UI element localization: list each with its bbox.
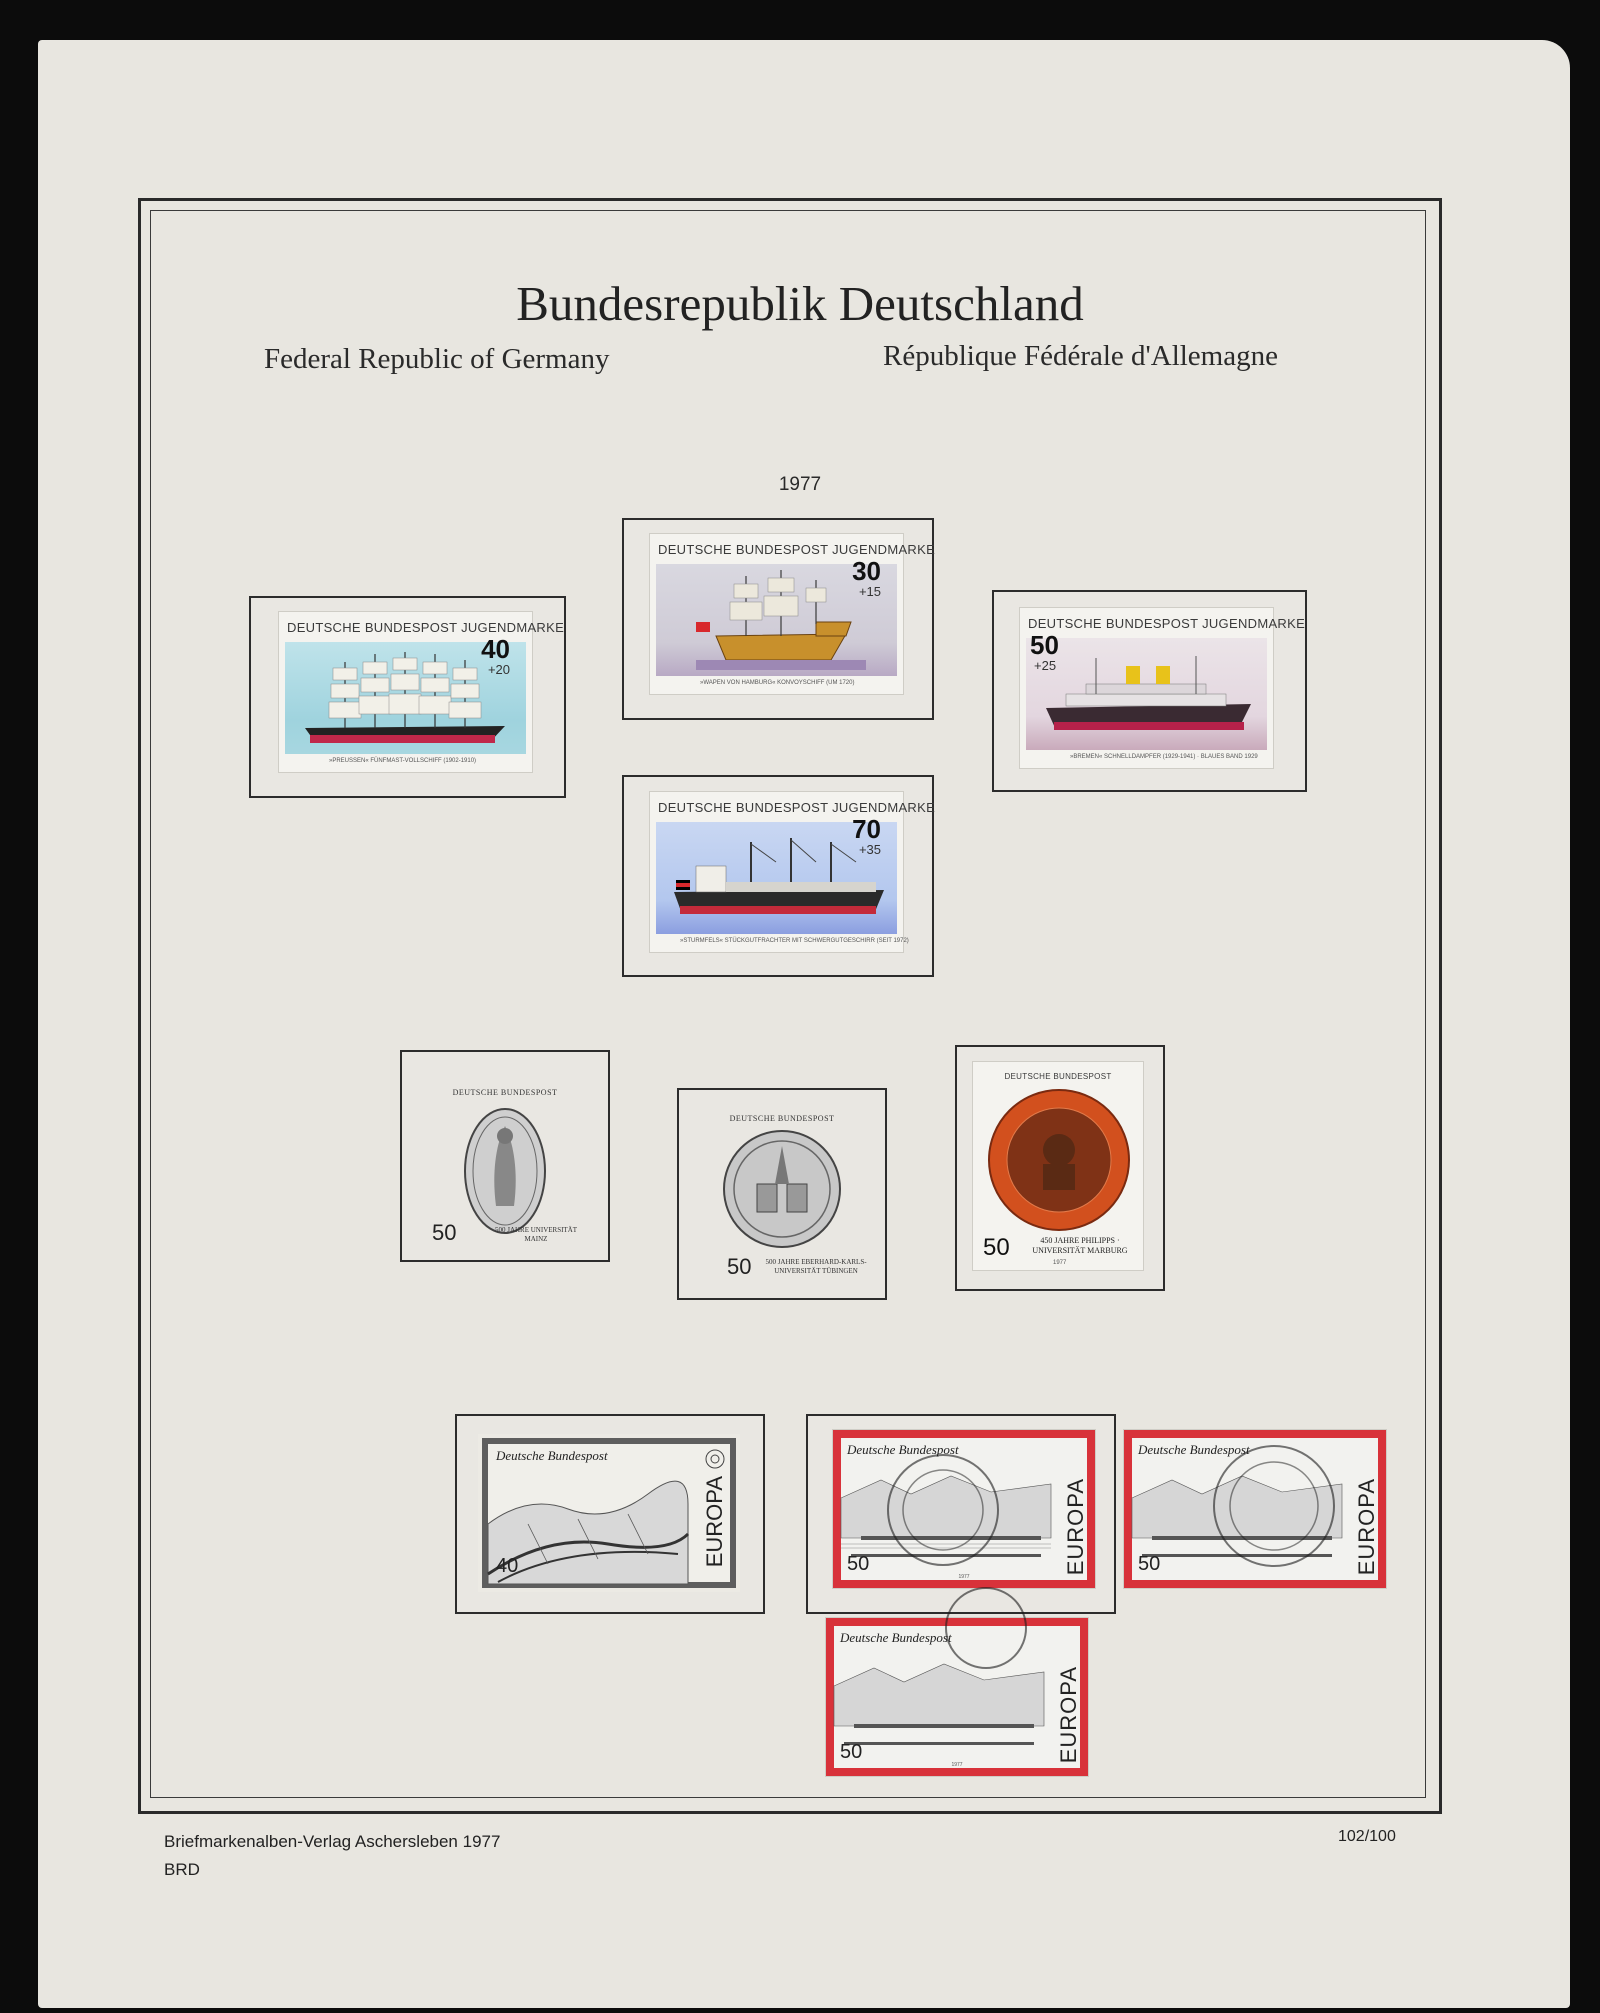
stamp-year: 1977 [951,1762,963,1768]
stamp-value: 50 [1030,630,1059,660]
stamp-header: Deutsche Bundespost [496,1448,608,1463]
stamp-surcharge: +35 [858,842,881,857]
year-label: 1977 [778,474,822,495]
stamp-value: 40 [481,634,510,664]
page-title: Bundesrepublik Deutschland [516,276,1084,331]
stamp-europa-50-c [826,1618,1088,1776]
subtitle-english: Federal Republic of Germany [264,343,610,375]
footer-publisher: Briefmarkenalben-Verlag Aschersleben 1977 [164,1832,501,1851]
stamp-value: 40 [496,1555,519,1577]
stamp-header: Deutsche Bundespost [847,1442,959,1457]
stamp-value: 30 [852,556,881,586]
stamp-europa-label: EUROPA [1056,1666,1081,1764]
stamp-ship-70 [650,792,936,952]
stamp-europa-50-b [1124,1430,1386,1588]
stamp-surcharge: +15 [858,584,881,599]
stamp-europa-label: EUROPA [1063,1478,1088,1576]
stamp-caption: »STURMFELS« STÜCKGUTFRACHTER MIT SCHWERGUTGESCHIRR (SEIT 1972) [680,938,909,944]
stamp-text: 450 JAHRE PHILIPPS · UNIVERSITÄT MARBURG [1032,1236,1128,1255]
postmark-icon [946,1598,1066,1698]
postmark-icon [1194,1436,1354,1576]
stamp-value: 70 [852,814,881,844]
steamship-icon [1026,638,1267,750]
stamp-header: DEUTSCHE BUNDESPOST JUGENDMARKE [1028,616,1306,631]
stamp-caption: »BREMEN« SCHNELLDAMPFER (1929-1941) · BLAUES BAND 1929 [1070,754,1258,760]
seal-icon [717,1124,847,1254]
stamp-ship-50 [1020,608,1306,768]
stamp-surcharge: +20 [487,662,510,677]
stamp-header: DEUTSCHE BUNDESPOST [452,1088,558,1097]
stamp-europa-label: EUROPA [702,1476,727,1568]
stamp-header: Deutsche Bundespost [1138,1442,1250,1457]
subtitle-french: République Fédérale d'Allemagne [883,340,1278,372]
stamp-year: 1977 [958,1574,970,1580]
stamp-europa-label: EUROPA [1354,1478,1379,1576]
stamp-tuebingen-proof [677,1088,887,1300]
stamp-header: DEUTSCHE BUNDESPOST JUGENDMARKE [658,542,936,557]
stamp-value: 50 [840,1741,863,1763]
footer-country-code: BRD [164,1860,200,1879]
stamp-header: DEUTSCHE BUNDESPOST [1004,1072,1112,1081]
seal-icon [985,1086,1133,1234]
stamp-value: 50 [983,1234,1010,1261]
stamp-value: 50 [1138,1553,1161,1575]
stamp-marburg [973,1062,1143,1270]
footer-page-number: 102/100 [1338,1828,1396,1845]
stamp-year: 1977 [1053,1260,1067,1266]
stamp-value: 50 [847,1553,870,1575]
stamp-header: Deutsche Bundespost [840,1630,952,1645]
stamp-header: DEUTSCHE BUNDESPOST JUGENDMARKE [287,620,565,635]
stamp-europa-40-proof [478,1434,740,1592]
stamp-caption: »PREUSSEN« FÜNFMAST-VOLLSCHIFF (1902-1910) [329,758,477,764]
stamp-value: 50 [432,1220,457,1245]
stamp-surcharge: +25 [1034,658,1057,673]
postmark-icon [893,1440,993,1580]
stamp-mainz-proof [400,1050,610,1262]
stamp-europa-50-a [833,1430,1095,1588]
cept-emblem-icon [704,1448,726,1470]
stamp-header: DEUTSCHE BUNDESPOST JUGENDMARKE [658,800,936,815]
stamp-text: 500 JAHRE EBERHARD-KARLS-UNIVERSITÄT TÜBINGEN [765,1258,867,1275]
stamp-caption: »WAPEN VON HAMBURG« KONVOYSCHIFF (UM 1720) [700,680,855,686]
stamp-text: 500 JAHRE UNIVERSITÄT MAINZ [494,1226,578,1243]
stamp-header: DEUTSCHE BUNDESPOST [729,1114,835,1123]
stamp-ship-30 [650,534,936,694]
stamp-ship-40 [279,612,565,772]
stamp-value: 50 [727,1254,752,1279]
seal-icon [460,1106,550,1236]
